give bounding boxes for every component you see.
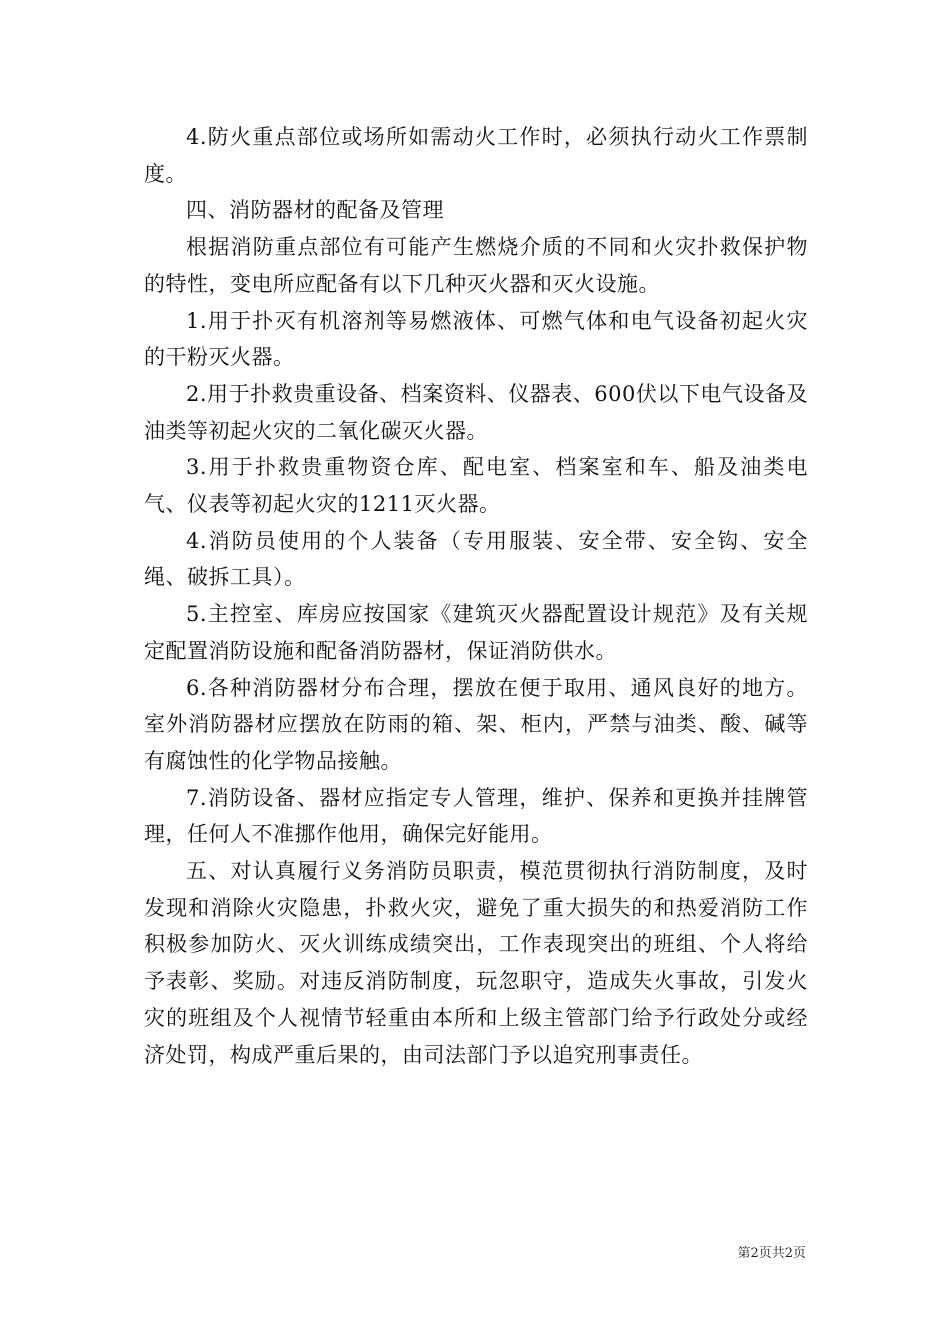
page-number: 第2页共2页	[737, 1246, 806, 1261]
paragraph-co2-extinguisher: 2.用于扑救贵重设备、档案资料、仪器表、600伏以下电气设备及油类等初起火灾的二氧化碳灭火器。	[144, 381, 808, 443]
paragraph-rewards-penalties: 五、对认真履行义务消防员职责，模范贯彻执行消防制度，及时发现和消除火灾隐患，扑救火灾，避免了重大损失的和热爱消防工作积极参加防火、灭火训练成绩突出，工作表现突出的班组、个人将给予表彰、奖励。对违反消防制度，玩忽职守，造成失火事故，引发火灾的班组及个人视情节轻重由本所和上级主管部门给予行政处分或经济处罚，构成严重后果的，由司法部门予以追究刑事责任。	[144, 859, 808, 1067]
paragraph-equipment-placement: 6.各种消防器材分布合理，摆放在便于取用、通风良好的地方。室外消防器材应摆放在防雨的箱、架、柜内，严禁与油类、酸、碱等有腐蚀性的化学物品接触。	[144, 675, 808, 773]
paragraph-dry-powder-extinguisher: 1.用于扑灭有机溶剂等易燃液体、可燃气体和电气设备初起火灾的干粉灭火器。	[144, 308, 808, 370]
paragraph-personal-equipment: 4.消防员使用的个人装备（专用服装、安全带、安全钩、安全绳、破拆工具）。	[144, 528, 808, 590]
section-heading-fire-equipment: 四、消防器材的配备及管理	[186, 198, 444, 223]
paragraph-hot-work-permit: 4.防火重点部位或场所如需动火工作时，必须执行动火工作票制度。	[144, 125, 808, 186]
paragraph-equipment-management: 7.消防设备、器材应指定专人管理，维护、保养和更换并挂牌管理，任何人不准挪作他用，确保完好能用。	[144, 785, 808, 847]
paragraph-1211-extinguisher: 3.用于扑救贵重物资仓库、配电室、档案室和车、船及油类电气、仪表等初起火灾的1211灭火器。	[144, 455, 808, 517]
paragraph-control-room-config: 5.主控室、库房应按国家《建筑灭火器配置设计规范》及有关规定配置消防设施和配备消防器材，保证消防供水。	[144, 602, 808, 663]
paragraph-equipment-intro: 根据消防重点部位有可能产生燃烧介质的不同和火灾扑救保护物的特性，变电所应配备有以下几种灭火器和灭火设施。	[144, 235, 808, 296]
document-body	[144, 119, 808, 1073]
